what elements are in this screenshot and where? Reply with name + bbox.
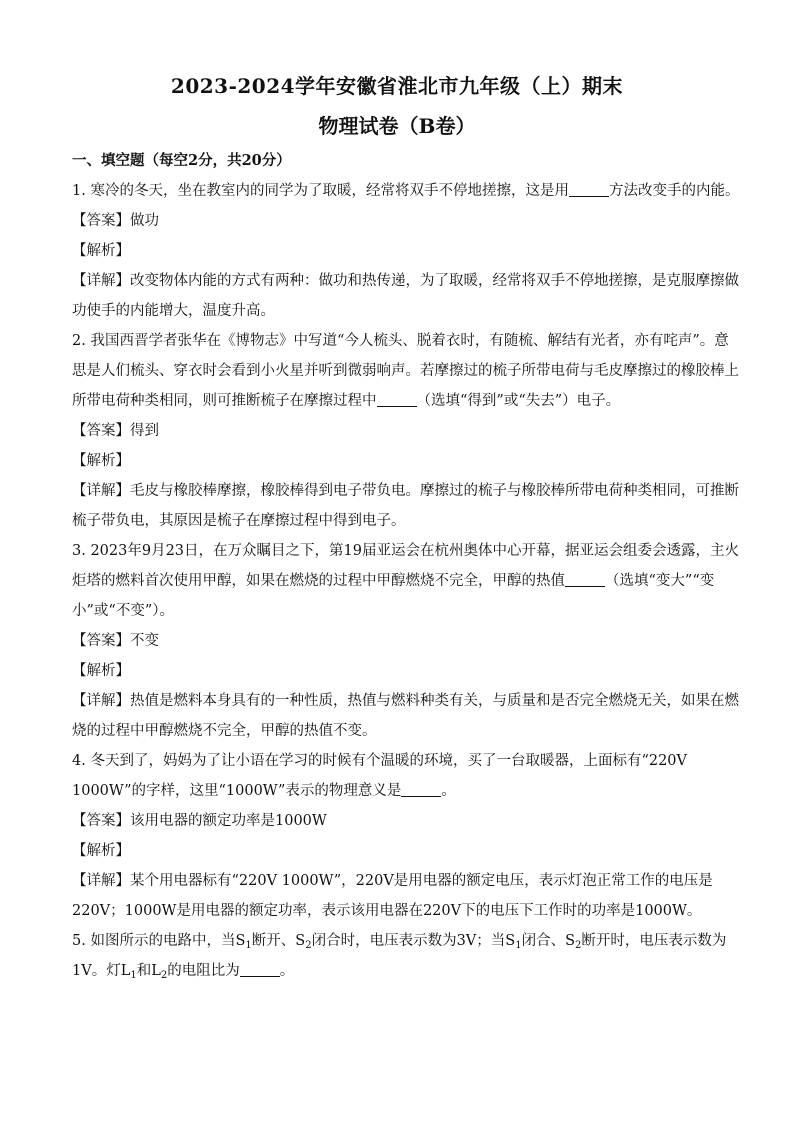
question-3-line-1: 3. 2023年9月23日，在万众瞩目之下，第19届亚运会在杭州奥体中心开幕，据亚运会组委会透露，主火 — [72, 543, 739, 559]
question-text: （选填“得到”或“失去”）电子。 — [416, 393, 621, 409]
question-text: 1000W”的字样，这里“1000W”表示的物理意义是 — [72, 783, 402, 799]
question-2-line-3 — [72, 386, 722, 416]
detail-line — [72, 266, 739, 296]
question-text: 闭合时，电压表示数为3V；当S — [311, 933, 516, 949]
question-5-line-1 — [72, 926, 727, 956]
answer-blank — [377, 390, 417, 407]
question-5-line-2 — [72, 956, 722, 986]
answer-text: 不变 — [130, 633, 159, 649]
answer-line — [72, 206, 722, 236]
page-subtitle: 物理试卷（B卷） — [318, 114, 476, 138]
answer-blank — [401, 780, 441, 797]
question-text: 的电阻比为 — [167, 963, 240, 979]
answer-text: 得到 — [130, 423, 159, 439]
answer-text: 做功 — [130, 213, 159, 229]
document-body — [72, 146, 740, 986]
question-text: 和L — [136, 963, 161, 979]
detail-tag: 【详解】 — [72, 273, 130, 289]
question-text: 方法改变手的内能。 — [608, 183, 740, 199]
detail-tag: 【详解】 — [72, 873, 130, 889]
subscript: 1 — [130, 970, 137, 981]
question-3-line-2 — [72, 566, 722, 596]
answer-tag: 【答案】 — [72, 813, 130, 829]
detail-text: 220V；1000W是用电器的额定功率，表示该用电器在220V下的电压下工作时的功率是1000W。 — [72, 903, 702, 919]
detail-line — [72, 686, 739, 716]
section-heading: 一、填空题（每空2分，共20分） — [72, 152, 291, 169]
detail-text: 烧的过程中甲醇燃烧不完全，甲醇的热值不变。 — [72, 723, 377, 739]
question-4-line-2 — [72, 776, 722, 806]
question-text: 1V。灯L — [72, 963, 131, 979]
answer-blank — [240, 960, 280, 977]
detail-line — [72, 866, 722, 896]
answer-blank — [565, 570, 605, 587]
answer-line — [72, 806, 722, 836]
question-text: 5. 如图所示的电路中，当S — [72, 933, 246, 949]
analysis-tag: 【解析】 — [72, 453, 130, 469]
subscript: 2 — [575, 940, 582, 951]
question-text: 断开、S — [251, 933, 306, 949]
detail-tag: 【详解】 — [72, 483, 130, 499]
detail-text: 梳子带负电，其原因是梳子在摩擦过程中得到电子。 — [72, 513, 406, 529]
question-2-line-2: 思是人们梳头、穿衣时会看到小火星并听到微弱响声。若摩擦过的梳子所带电荷与毛皮摩擦过的橡胶棒上 — [72, 363, 739, 379]
question-text: 闭合、S — [521, 933, 576, 949]
question-text: 断开时，电压表示数为 — [581, 933, 727, 949]
detail-text: 改变物体内能的方式有两种：做功和热传递，为了取暖，经常将双手不停地搓擦，是克服摩擦做 — [130, 273, 739, 289]
question-text: 炬塔的燃料首次使用甲醇，如果在燃烧的过程中甲醇燃烧不完全，甲醇的热值 — [72, 573, 565, 589]
question-text: 1. 寒冷的冬天，坐在教室内的同学为了取暖，经常将双手不停地搓擦，这是用 — [72, 183, 569, 199]
subscript: 1 — [245, 940, 252, 951]
detail-text: 某个用电器标有“220V 1000W”，220V是用电器的额定电压，表示灯泡正常工作的电压是 — [130, 873, 713, 889]
answer-tag: 【答案】 — [72, 423, 130, 439]
question-text: 。 — [279, 963, 295, 979]
detail-text: 毛皮与橡胶棒摩擦，橡胶棒得到电子带负电。摩擦过的梳子与橡胶棒所带电荷种类相同，可推断 — [130, 483, 739, 499]
answer-text: 该用电器的额定功率是1000W — [130, 813, 327, 829]
answer-tag: 【答案】 — [72, 213, 130, 229]
subscript: 2 — [305, 940, 312, 951]
subscript: 1 — [515, 940, 522, 951]
detail-text: 热值是燃料本身具有的一种性质，热值与燃料种类有关，与质量和是否完全燃烧无关，如果在燃 — [130, 693, 739, 709]
question-text: 。 — [441, 783, 456, 799]
detail-text: 功使手的内能增大，温度升高。 — [72, 303, 275, 319]
question-1 — [72, 176, 740, 206]
question-3-line-3: 小”或“不变”）。 — [72, 603, 174, 619]
detail-line — [72, 476, 739, 506]
answer-tag: 【答案】 — [72, 633, 130, 649]
analysis-tag: 【解析】 — [72, 663, 130, 679]
answer-blank — [569, 180, 609, 197]
question-text: 所带电荷种类相同，则可推断梳子在摩擦过程中 — [72, 393, 377, 409]
detail-tag: 【详解】 — [72, 693, 130, 709]
page-title: 2023-2024学年安徽省淮北市九年级（上）期末 — [170, 74, 624, 98]
answer-line — [72, 626, 722, 656]
question-2-line-1: 2. 我国西晋学者张华在《博物志》中写道“今人梳头、脱着衣时，有随梳、解结有光者，亦有咤声”。意 — [72, 333, 729, 349]
question-4-line-1: 4. 冬天到了，妈妈为了让小语在学习的时候有个温暖的环境，买了一台取暖器，上面标有“220V — [72, 753, 688, 769]
subscript: 2 — [160, 970, 168, 981]
question-text: （选填“变大”“变 — [605, 573, 715, 589]
analysis-tag: 【解析】 — [72, 243, 130, 259]
analysis-tag: 【解析】 — [72, 843, 130, 859]
answer-line — [72, 416, 722, 446]
